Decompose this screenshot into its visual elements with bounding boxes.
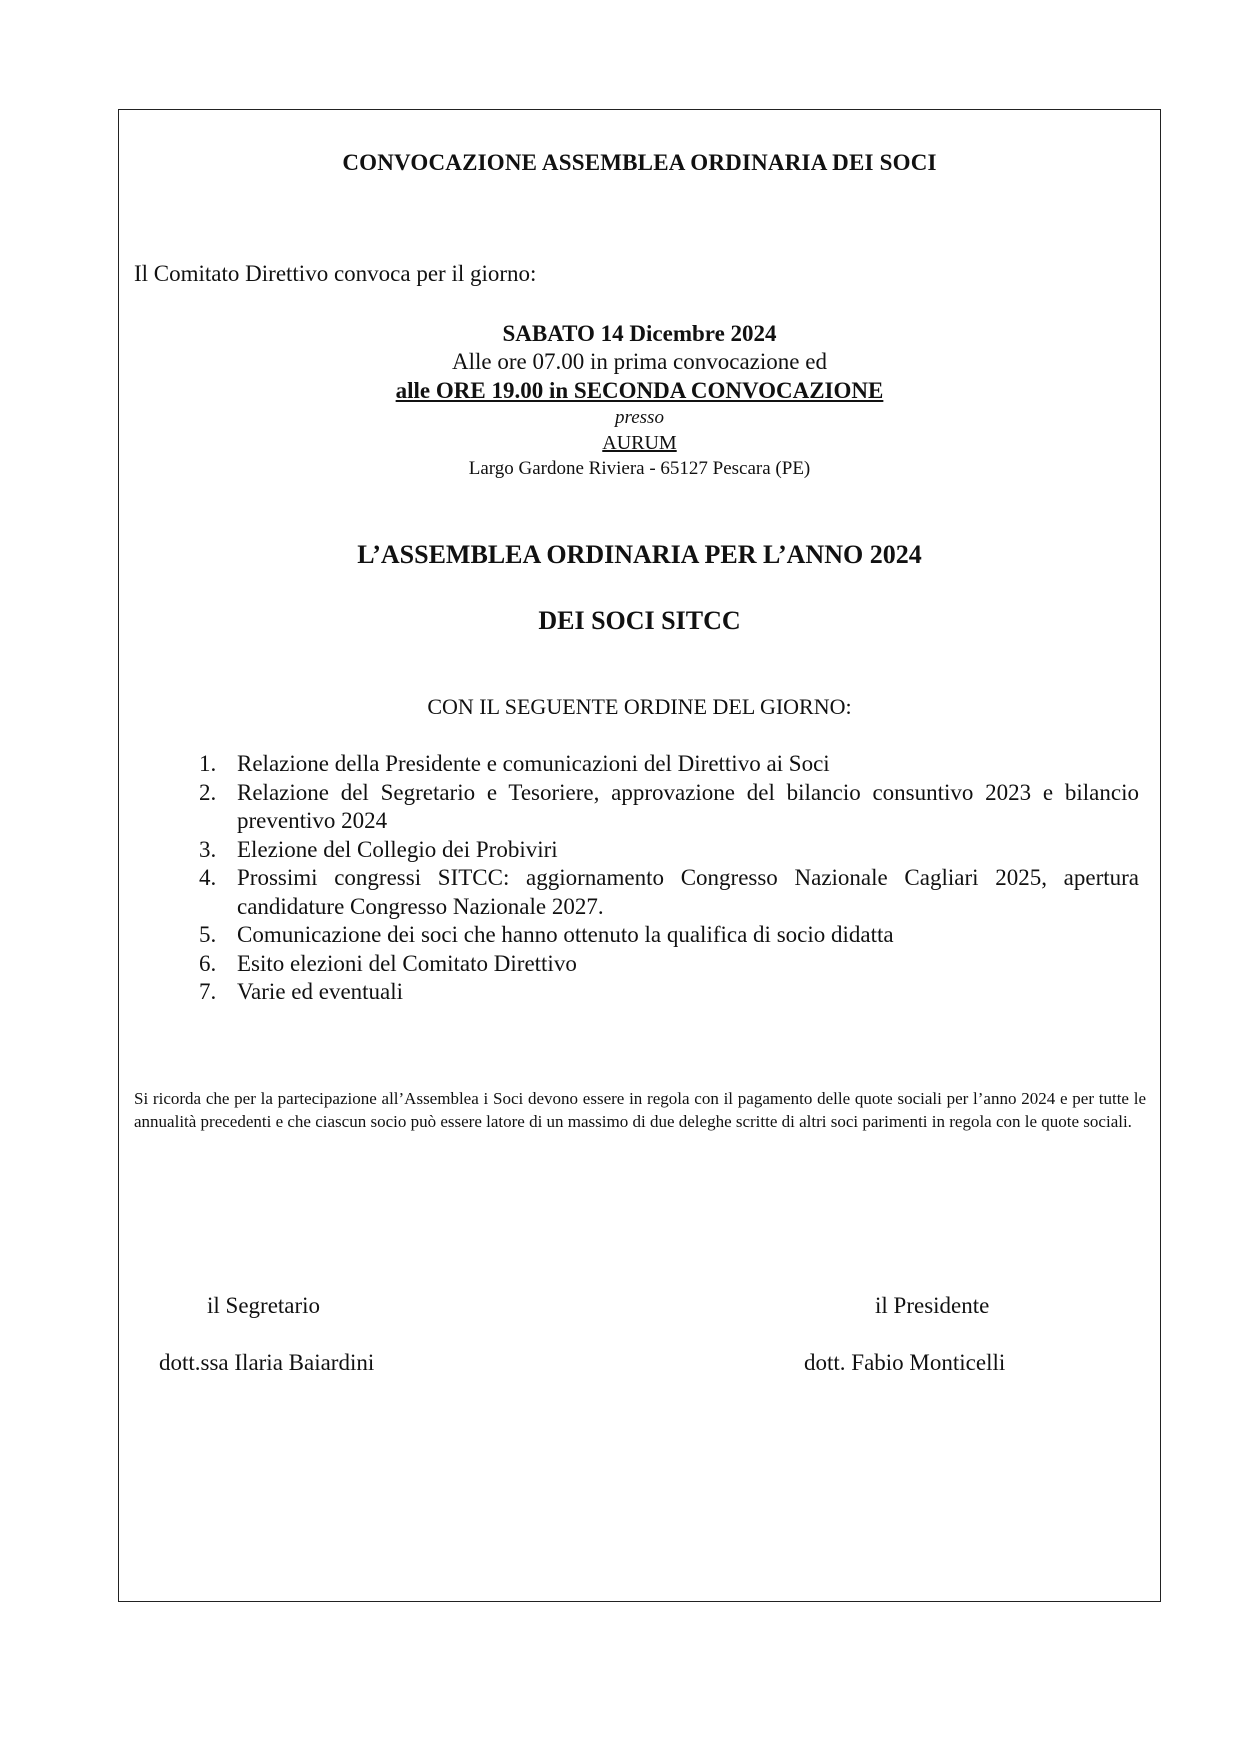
agenda-item-text: Comunicazione dei soci che hanno ottenuto la qualifica di socio didatta bbox=[237, 922, 894, 947]
agenda-item bbox=[199, 950, 1139, 979]
venue-address: Largo Gardone Riviera - 65127 Pescara (PE) bbox=[468, 458, 811, 479]
agenda-list bbox=[199, 750, 1139, 1007]
presso-label: presso bbox=[615, 407, 664, 428]
first-call: Alle ore 07.00 in prima convocazione ed bbox=[452, 349, 827, 374]
agenda-item bbox=[199, 779, 1139, 836]
document-frame bbox=[118, 109, 1161, 1602]
agenda-item bbox=[199, 921, 1139, 950]
meeting-date: SABATO 14 Dicembre 2024 bbox=[502, 321, 777, 346]
agenda-item-text: Elezione del Collegio dei Probiviri bbox=[237, 836, 558, 862]
agenda-item-text: Prossimi congressi SITCC: aggiornamento Congresso Nazionale Cagliari 2025, apertura candidature Congresso Nazionale 2027. bbox=[237, 865, 1139, 919]
agenda-item bbox=[199, 978, 1139, 1007]
president-name: dott. Fabio Monticelli bbox=[804, 1350, 1006, 1375]
agenda-heading: CON IL SEGUENTE ORDINE DEL GIORNO: bbox=[427, 694, 852, 719]
secretary-role: il Segretario bbox=[207, 1293, 321, 1318]
assembly-title: L’ASSEMBLEA ORDINARIA PER L’ANNO 2024 bbox=[357, 540, 922, 569]
agenda-item-number: 3. bbox=[199, 836, 217, 862]
document-title: CONVOCAZIONE ASSEMBLEA ORDINARIA DEI SOCI bbox=[342, 150, 937, 175]
agenda-item bbox=[199, 750, 1139, 779]
membership-note: Si ricorda che per la partecipazione all’Assemblea i Soci devono essere in regola con il pagamento delle quote sociali per l’anno 2024 e per tutte le annualità precedenti e che ciascun socio può essere latore di un massimo di due deleghe scritte di altri soci parimenti in regola con le quote sociali. bbox=[134, 1089, 1146, 1131]
second-call: alle ORE 19.00 in SECONDA CONVOCAZIONE bbox=[395, 378, 884, 403]
agenda-item-number: 1. bbox=[199, 751, 217, 776]
agenda-item-number: 2. bbox=[199, 779, 217, 805]
agenda-item-number: 6. bbox=[199, 950, 217, 976]
agenda-item-number: 4. bbox=[199, 865, 217, 890]
agenda-item-text: Relazione della Presidente e comunicazioni del Direttivo ai Soci bbox=[237, 751, 830, 776]
venue-name: AURUM bbox=[602, 432, 677, 454]
agenda-item-number: 5. bbox=[199, 922, 217, 947]
agenda-item-text: Varie ed eventuali bbox=[237, 979, 404, 1004]
agenda-item bbox=[199, 864, 1139, 921]
agenda-item bbox=[199, 836, 1139, 865]
agenda-item-text: Relazione del Segretario e Tesoriere, approvazione del bilancio consuntivo 2023 e bilancio preventivo 2024 bbox=[237, 779, 1139, 833]
agenda-item-text: Esito elezioni del Comitato Direttivo bbox=[237, 950, 577, 976]
intro-text: Il Comitato Direttivo convoca per il giorno: bbox=[134, 261, 537, 286]
secretary-name: dott.ssa Ilaria Baiardini bbox=[159, 1350, 375, 1375]
agenda-item-number: 7. bbox=[199, 979, 217, 1004]
assembly-subtitle: DEI SOCI SITCC bbox=[538, 606, 741, 635]
president-role: il Presidente bbox=[875, 1293, 990, 1318]
